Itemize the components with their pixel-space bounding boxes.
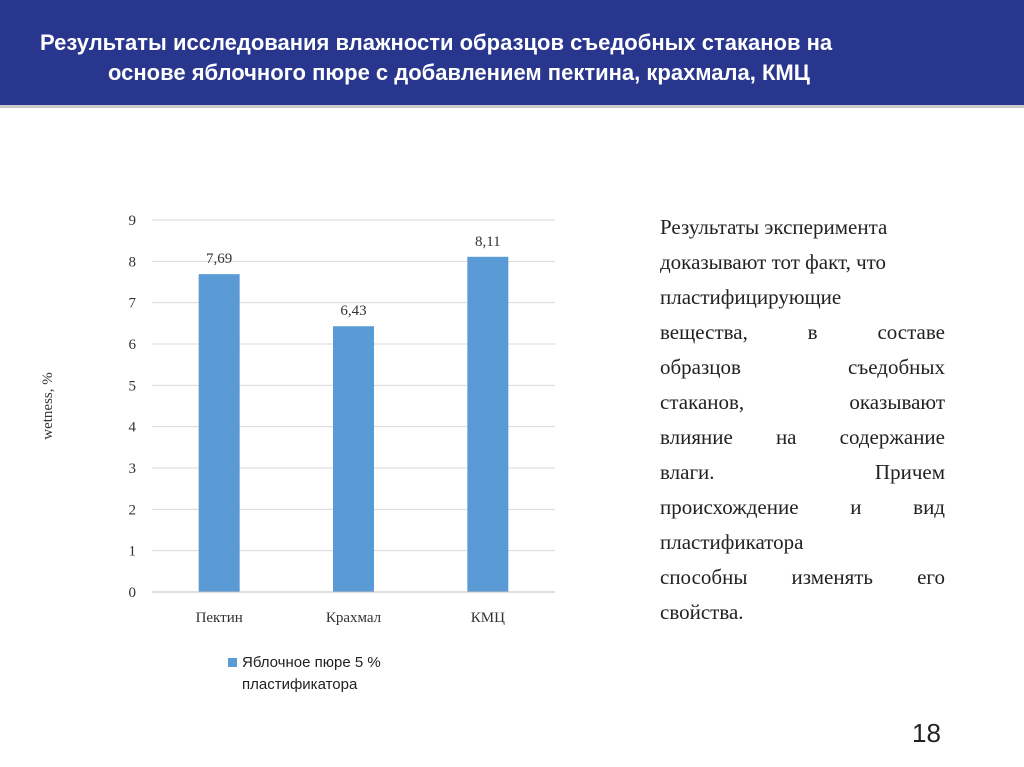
legend-label-line-2: пластификатора [242,676,358,693]
y-tick-label: 2 [128,502,136,519]
slide-title-line-2: основе яблочного пюре с добавлением пектина, крахмала, КМЦ [108,60,810,85]
page-number: 18 [912,718,941,748]
x-tick-label: Крахмал [325,610,382,626]
conclusion-line: влияние на содержание [660,425,945,449]
conclusion-line: происхождение и вид [660,495,945,519]
y-tick-label: 6 [128,337,136,353]
conclusion-line: свойства. [660,600,744,624]
bar-chart-canvas [30,195,590,645]
conclusion-text [660,210,945,630]
conclusion-line: стаканов, оказывают [660,390,945,414]
conclusion-line: пластификатора [660,530,804,554]
x-tick-label: КМЦ [470,610,505,626]
y-tick-label: 5 [128,378,136,395]
slide-title-line-1: Результаты исследования влажности образцов съедобных стаканов на [40,30,833,55]
y-axis-label: wetness, % [40,372,56,440]
conclusion-line: влаги. Причем [660,460,945,484]
conclusion-line: пластифицирующие [660,285,842,309]
slide-title [40,28,980,88]
legend-swatch [228,658,237,667]
bar [467,257,508,592]
data-label: 8,11 [474,233,501,250]
chart-legend [228,652,432,696]
y-tick-label: 9 [128,213,136,229]
y-tick-label: 4 [128,419,136,436]
conclusion-line: способны изменять его [660,565,945,589]
bar [199,274,240,592]
x-tick-label: Пектин [195,610,243,626]
title-bar [0,0,1024,108]
y-tick-label: 1 [128,543,136,560]
data-label: 6,43 [340,303,367,320]
legend-label-line-1: Яблочное пюре 5 % [242,654,381,671]
bar [333,326,374,592]
conclusion-line: образцов съедобных [660,355,945,379]
y-tick-label: 0 [128,585,136,601]
conclusion-line: доказывают тот факт, что [660,250,887,274]
bar-chart [30,195,590,650]
data-label: 7,69 [206,251,233,268]
y-tick-label: 8 [128,254,136,271]
conclusion-line: вещества, в составе [660,320,945,344]
y-tick-label: 3 [128,461,136,477]
y-tick-label: 7 [128,295,136,312]
conclusion-line: Результаты эксперимента [660,215,888,239]
